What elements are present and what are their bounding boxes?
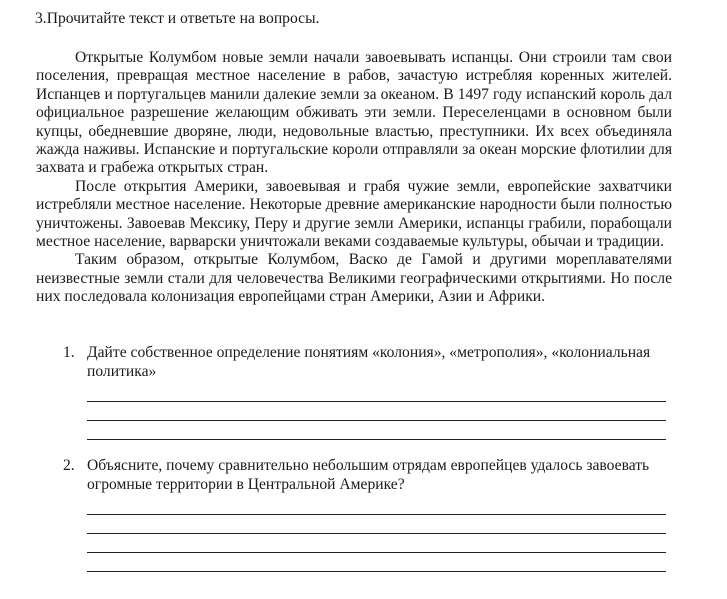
question-item (36, 456, 672, 572)
answer-area[interactable] (87, 383, 666, 440)
answer-line[interactable] (87, 496, 666, 515)
answer-line[interactable] (87, 534, 666, 553)
question-number: 2. (63, 457, 75, 474)
passage-paragraph: Таким образом, открытые Колумбом, Васко де Гамой и другими мореплавателями неизвестные земли стали для человечества Великими географическими открытиями. Но после них последовала колонизация европейцами стран Америки, Азии и Африки. (36, 251, 672, 306)
question-item (36, 343, 672, 440)
answer-line[interactable] (87, 553, 666, 572)
question-number: 1. (63, 344, 75, 361)
question-text: Дайте собственное определение понятиям «колония», «метрополия», «колониальная политика» (87, 344, 651, 380)
passage-paragraph: После открытия Америки, завоевывая и грабя чужие земли, европейские захватчики истребляли местное население. Некоторые древние американские народности были полностью уничтожены. Завоевав Мексику, Перу и другие земли Америки, испанцы грабили, порабощали местное население, варварски уничтожали веками создаваемые культуры, обычаи и традиции. (36, 177, 672, 251)
answer-area[interactable] (87, 496, 666, 572)
answer-line[interactable] (87, 383, 666, 402)
answer-line[interactable] (87, 515, 666, 534)
task-heading: 3.Прочитайте текст и ответьте на вопросы. (35, 10, 320, 27)
answer-line[interactable] (87, 421, 666, 440)
question-text: Объясните, почему сравнительно небольшим отрядам европейцев удалось завоевать огромные территории в Центральной Америке? (87, 457, 650, 493)
reading-passage (36, 49, 672, 307)
passage-paragraph: Открытые Колумбом новые земли начали завоевывать испанцы. Они строили там свои поселения, превращая местное население в рабов, зачастую истребляя коренных жителей. Испанцев и португальцев манили далекие земли за океаном. В 1497 году испанский король дал официальное разрешение желающим обживать эти земли. Переселенцами в основном были купцы, обедневшие дворяне, люди, недовольные властью, преступники. Их всех объединяла жажда наживы. Испанские и португальские короли отправляли за океан морские флотилии для захвата и грабежа открытых стран. (36, 49, 672, 177)
answer-line[interactable] (87, 402, 666, 421)
